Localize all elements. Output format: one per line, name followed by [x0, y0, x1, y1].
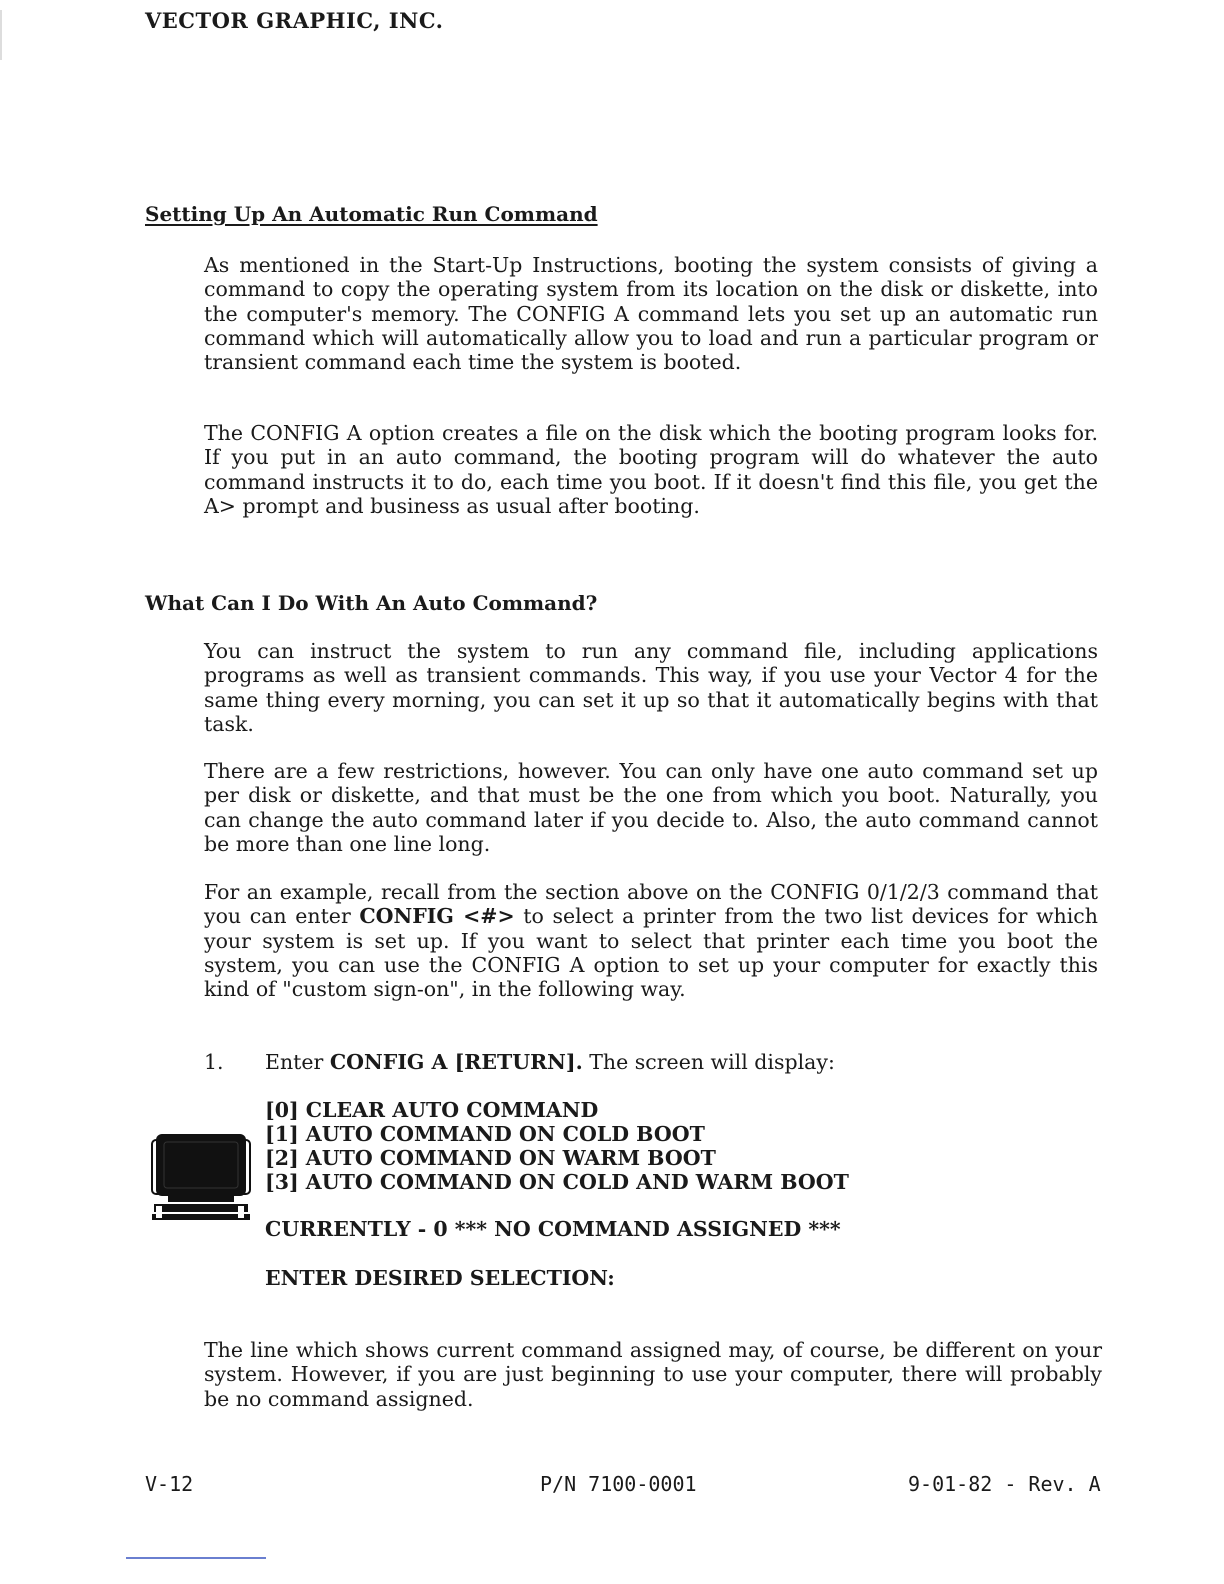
- selection-prompt: ENTER DESIRED SELECTION:: [265, 1266, 615, 1290]
- section-heading-what-can-i-do: What Can I Do With An Auto Command?: [145, 591, 598, 615]
- company-header: VECTOR GRAPHIC, INC.: [145, 8, 444, 33]
- screen-display: [265, 1098, 849, 1290]
- footer-part-number: P/N 7100-0001: [540, 1472, 697, 1496]
- terminal-icon: [150, 1130, 252, 1226]
- example-text-1: For an example, recall from the section above on the CONFIG 0/1/2/3 command that you can enter: [204, 880, 1098, 929]
- example-command: CONFIG <#>: [359, 904, 515, 929]
- step-command: CONFIG A [RETURN].: [329, 1050, 583, 1074]
- paragraph-instruct-system: You can instruct the system to run any command file, including applications programs as well as transient commands. This way, if you use your Vector 4 for the same thing every morning, you can set it up so that it automatically begins with that task.: [204, 639, 1098, 736]
- paragraph-restrictions: There are a few restrictions, however. You can only have one auto command set up per disk or diskette, and that must be the one from which you boot. Naturally, you can change the auto command later if you decide to. Also, the auto command cannot be more than one line long.: [204, 759, 1098, 856]
- step-prefix: Enter: [265, 1050, 330, 1074]
- menu-option-2: [2] AUTO COMMAND ON WARM BOOT: [265, 1146, 716, 1170]
- paragraph-closing: The line which shows current command assigned may, of course, be different on your system. However, if you are just beginning to use your computer, there will probably be no command assigned.: [204, 1338, 1102, 1411]
- menu-option-3: [3] AUTO COMMAND ON COLD AND WARM BOOT: [265, 1170, 849, 1194]
- example-text-2: to select a printer from the two list devices for which your system is set up. If you want to select that printer each time you boot the system, you can use the CONFIG A option to set up your computer for exactly this kind of "custom sign-on", in the following way.: [204, 904, 1098, 1002]
- menu-option-0: [0] CLEAR AUTO COMMAND: [265, 1098, 599, 1122]
- section-heading-auto-run: Setting Up An Automatic Run Command: [145, 202, 598, 226]
- footer-page-number: V-12: [145, 1472, 194, 1496]
- paragraph-booting-intro: As mentioned in the Start-Up Instructions, booting the system consists of giving a command to copy the operating system from its location on the disk or diskette, into the computer's memory. The CONFIG A command lets you set up an automatic run command which will automatically allow you to load and run a particular program or transient command each time the system is booted.: [204, 253, 1098, 375]
- bottom-rule: [126, 1557, 266, 1559]
- paragraph-config-a-file: The CONFIG A option creates a file on the disk which the booting program looks for. If you put in an auto command, the booting program will do whatever the auto command instructs it to do, each time you boot. If it doesn't find this file, you get the A> prompt and business as usual after booting.: [204, 421, 1098, 518]
- menu-option-1: [1] AUTO COMMAND ON COLD BOOT: [265, 1122, 705, 1146]
- scan-margin-line: [0, 10, 2, 60]
- step-suffix: The screen will display:: [582, 1050, 835, 1074]
- step-number: 1.: [204, 1050, 224, 1074]
- currently-status: CURRENTLY - 0 *** NO COMMAND ASSIGNED ***: [265, 1217, 841, 1241]
- step-instruction: [265, 1050, 835, 1074]
- footer-revision: 9-01-82 - Rev. A: [908, 1472, 1101, 1496]
- paragraph-example: [204, 880, 1098, 1001]
